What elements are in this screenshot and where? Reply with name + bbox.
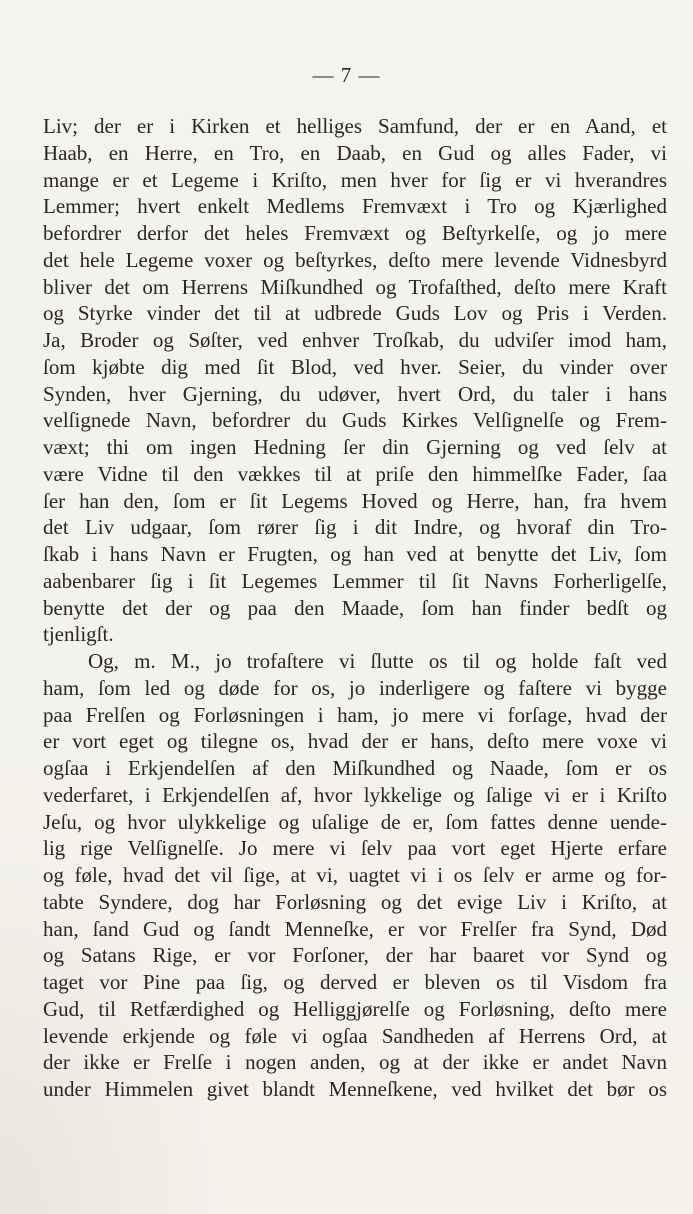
text-line: væxt; thi om ingen Hedning ſer din Gjerning og ved ſelv at xyxy=(43,435,667,459)
text-line: aabenbarer ſig i ſit Legemes Lemmer til ſit Navns Forherligelſe, xyxy=(43,568,667,593)
text-line: velſignede Navn, befordrer du Guds Kirkes Velſignelſe og Frem- xyxy=(43,408,667,433)
text-line: lig rige Velſignelſe. Jo mere vi ſelv paa vort eget Hjerte erfare xyxy=(43,836,667,861)
text-line: Og, m. M., jo trofaſtere vi ſlutte os til og holde faſt ved xyxy=(88,649,667,673)
text-line: levende erkjende og føle vi ogſaa Sandheden af Herrens Ord, at xyxy=(43,1023,667,1048)
text-line: ſer han den, ſom er ſit Legems Hoved og Herre, han, fra hvem xyxy=(43,488,667,513)
text-line: er vort eget og tilegne os, hvad der er hans, deſto mere voxe vi xyxy=(43,729,667,754)
text-line: under Himmelen givet blandt Menneſkene, ved hvilket det bør os xyxy=(43,1077,667,1101)
text-line: og Satans Rige, er vor Forſoner, der har baaret vor Synd og xyxy=(43,943,667,968)
text-line: Jeſu, og hvor ulykkelige og uſalige de er, ſom fattes denne uende- xyxy=(43,809,667,834)
text-line: det hele Legeme voxer og beſtyrkes, deſto mere levende Vidnesbyrd xyxy=(43,247,667,272)
text-line: Gud, til Retfærdighed og Helliggjørelſe og Forløsning, deſto mere xyxy=(43,996,667,1021)
paragraph xyxy=(43,113,667,648)
text-line: ogſaa i Erkjendelſen af den Miſkundhed og Naade, ſom er os xyxy=(43,756,667,780)
text-line: ham, ſom led og døde for os, jo inderligere og faſtere vi bygge xyxy=(43,675,667,700)
text-line: og føle, hvad det vil ſige, at vi, uagtet vi i os ſelv er arme og for- xyxy=(43,863,667,887)
body-text xyxy=(43,113,667,1103)
text-line: det Liv udgaar, ſom rører ſig i dit Indre, og hvoraf din Tro- xyxy=(43,515,667,540)
text-line: tjenligſt. xyxy=(43,622,114,647)
text-line: paa Frelſen og Forløsningen i ham, jo mere vi forſage, hvad der xyxy=(43,702,667,727)
text-line: Ja, Broder og Søſter, ved enhver Troſkab, du udviſer imod ham, xyxy=(43,328,667,352)
text-line: Synden, hver Gjerning, du udøver, hvert Ord, du taler i hans xyxy=(43,381,667,406)
text-line: vederfaret, i Erkjendelſen af, hvor lykkelige og ſalige vi er i Kriſto xyxy=(43,782,667,807)
text-line: tabte Syndere, dog har Forløsning og det evige Liv i Kriſto, at xyxy=(43,889,667,914)
paragraph xyxy=(43,648,667,1103)
page-number: — 7 — xyxy=(312,63,381,87)
text-line: taget vor Pine paa ſig, og derved er bleven os til Visdom fra xyxy=(43,970,667,994)
text-line: bliver det om Herrens Miſkundhed og Trofaſthed, deſto mere Kraft xyxy=(43,274,667,299)
text-line: Haab, en Herre, en Tro, en Daab, en Gud og alles Fader, vi xyxy=(43,140,667,165)
text-line: Liv; der er i Kirken et helliges Samfund, der er en Aand, et xyxy=(43,114,667,138)
text-line: han, ſand Gud og ſandt Menneſke, er vor Frelſer fra Synd, Død xyxy=(43,916,667,941)
text-line: benytte det der og paa den Maade, ſom han finder bedſt og xyxy=(43,595,667,620)
text-line: der ikke er Frelſe i nogen anden, og at der ikke er andet Navn xyxy=(43,1050,667,1075)
text-line: ſom kjøbte dig med ſit Blod, ved hver. Seier, du vinder over xyxy=(43,354,667,379)
text-line: ſkab i hans Navn er Frugten, og han ved at benytte det Liv, ſom xyxy=(43,542,667,566)
text-line: Lemmer; hvert enkelt Medlems Fremvæxt i Tro og Kjærlighed xyxy=(43,194,667,219)
text-line: befordrer derfor det heles Fremvæxt og Beſtyrkelſe, og jo mere xyxy=(43,221,667,245)
text-line: mange er et Legeme i Kriſto, men hver for ſig er vi hverandres xyxy=(43,167,667,192)
text-line: være Vidne til den vækkes til at priſe den himmelſke Fader, ſaa xyxy=(43,461,667,486)
text-line: og Styrke vinder det til at udbrede Guds Lov og Pris i Verden. xyxy=(43,301,667,326)
